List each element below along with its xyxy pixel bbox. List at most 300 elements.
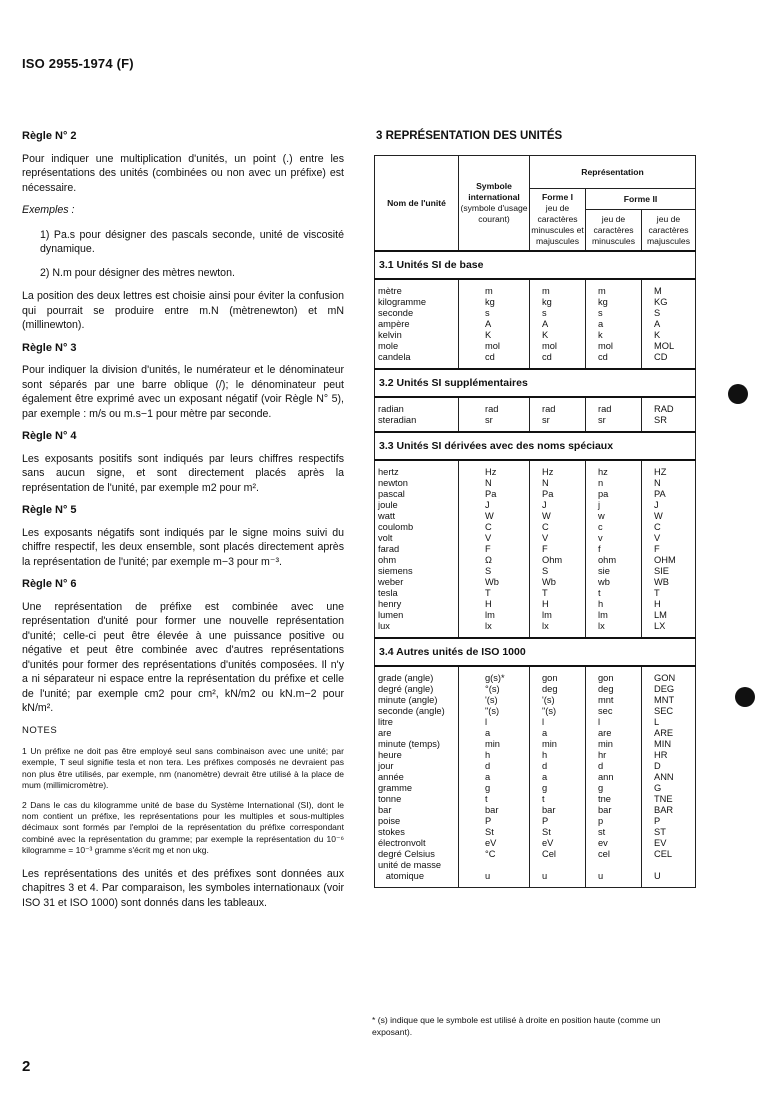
table-row [375, 588, 696, 599]
form-2-lower: f [586, 544, 642, 555]
examples-label: Exemples : [22, 204, 75, 216]
units-table [374, 155, 696, 888]
form-1: u [530, 871, 586, 888]
international-symbol: °(s) [459, 684, 530, 695]
form-2-upper: GON [642, 666, 696, 684]
table-row [375, 341, 696, 352]
table-row [375, 717, 696, 728]
form-2-upper: ST [642, 827, 696, 838]
unit-name: farad [375, 544, 459, 555]
international-symbol: min [459, 739, 530, 750]
form-1: J [530, 500, 586, 511]
rule-6-text: Une représentation de préfixe est combinée avec une représentation d'unité pour former une nouvelle représentation d'unité; celle-ci peut être élevée à une puissance positive ou négative et peut être combinée avec d'autres représentations d'unités pour former des représentations d'unités composées. Il n'y a ni séparateur ni espace entre la représentation du préfixe et celle de l'unité; par exemple cm2 pour cm², kN/m2 ou kN.m−2 pour kN/m². [22, 600, 344, 714]
form-2-lower: hr [586, 750, 642, 761]
form-1: sr [530, 415, 586, 432]
international-symbol: cd [459, 352, 530, 369]
unit-name: unité de masse [375, 860, 459, 871]
form-2-lower: mol [586, 341, 642, 352]
form-1: t [530, 794, 586, 805]
international-symbol: A [459, 319, 530, 330]
form-2-lower: s [586, 308, 642, 319]
form-1: T [530, 588, 586, 599]
international-symbol: lm [459, 610, 530, 621]
form-2-lower: j [586, 500, 642, 511]
international-symbol: Pa [459, 489, 530, 500]
form-1: cd [530, 352, 586, 369]
unit-name: minute (temps) [375, 739, 459, 750]
form-2-upper: LM [642, 610, 696, 621]
international-symbol: P [459, 816, 530, 827]
form-1: kg [530, 297, 586, 308]
document-header: ISO 2955-1974 (F) [22, 56, 134, 71]
form-1: bar [530, 805, 586, 816]
form-2-upper: SIE [642, 566, 696, 577]
unit-name: électronvolt [375, 838, 459, 849]
unit-name: kilogramme [375, 297, 459, 308]
table-row [375, 750, 696, 761]
international-symbol: m [459, 279, 530, 297]
form-2-lower: are [586, 728, 642, 739]
form-1: deg [530, 684, 586, 695]
form-2-lower: v [586, 533, 642, 544]
table-row [375, 816, 696, 827]
table-row [375, 511, 696, 522]
form-2-lower: ohm [586, 555, 642, 566]
table-row [375, 827, 696, 838]
form-2-upper: PA [642, 489, 696, 500]
unit-name: degré Celsius [375, 849, 459, 860]
international-symbol: J [459, 500, 530, 511]
table-row [375, 684, 696, 695]
unit-name: are [375, 728, 459, 739]
international-symbol: l [459, 717, 530, 728]
punch-hole [735, 687, 755, 707]
rule-6-title: Règle N° 6 [22, 578, 77, 590]
punch-hole [728, 384, 748, 404]
form-2-lower [586, 860, 642, 871]
international-symbol: bar [459, 805, 530, 816]
form-1: F [530, 544, 586, 555]
form-1: l [530, 717, 586, 728]
form-2-upper: LX [642, 621, 696, 638]
unit-name: année [375, 772, 459, 783]
table-row [375, 783, 696, 794]
table-row [375, 566, 696, 577]
form-1: g [530, 783, 586, 794]
section-title: 3.4 Autres unités de ISO 1000 [375, 638, 696, 666]
form-2-upper: U [642, 871, 696, 888]
unit-name: coulomb [375, 522, 459, 533]
form-2-upper: MOL [642, 341, 696, 352]
international-symbol [459, 860, 530, 871]
form-1: S [530, 566, 586, 577]
form-1: a [530, 772, 586, 783]
example-1: 1) Pa.s pour désigner des pascals seconde, unité de viscosité dynamique. [40, 228, 344, 255]
unit-name: minute (angle) [375, 695, 459, 706]
form-1: lm [530, 610, 586, 621]
notes-title: NOTES [22, 724, 58, 736]
unit-name: candela [375, 352, 459, 369]
international-symbol: t [459, 794, 530, 805]
unit-name: gramme [375, 783, 459, 794]
form-2-upper: T [642, 588, 696, 599]
section-row [375, 432, 696, 460]
form-2-upper: ARE [642, 728, 696, 739]
unit-name: stokes [375, 827, 459, 838]
table-row [375, 330, 696, 341]
form-1: lx [530, 621, 586, 638]
table-row [375, 397, 696, 415]
unit-name: litre [375, 717, 459, 728]
form-2-lower: bar [586, 805, 642, 816]
international-symbol: lx [459, 621, 530, 638]
table-row [375, 838, 696, 849]
form-1: Wb [530, 577, 586, 588]
form-1: K [530, 330, 586, 341]
unit-name: kelvin [375, 330, 459, 341]
form-2-upper: G [642, 783, 696, 794]
form-1: min [530, 739, 586, 750]
form-2-lower: sec [586, 706, 642, 717]
international-symbol: St [459, 827, 530, 838]
international-symbol: d [459, 761, 530, 772]
form-2-lower: cel [586, 849, 642, 860]
form-2-lower: mnt [586, 695, 642, 706]
form-2-lower: p [586, 816, 642, 827]
international-symbol: W [459, 511, 530, 522]
form-2-upper: HR [642, 750, 696, 761]
table-row [375, 279, 696, 297]
unit-name: bar [375, 805, 459, 816]
unit-name: grade (angle) [375, 666, 459, 684]
form-2-lower: u [586, 871, 642, 888]
form-1: A [530, 319, 586, 330]
international-symbol: kg [459, 297, 530, 308]
form-2-lower: sr [586, 415, 642, 432]
international-symbol: °C [459, 849, 530, 860]
note-1: 1 Un préfixe ne doit pas être employé seul sans combinaison avec une unité; par exemple, T seul signifie tesla et non tera. Les préfixes composés ne devraient pas non plus être utilisés, par exemple, nm (nanomètre) devrait être utilisé à la place de mum (millimicromètre). [22, 746, 344, 791]
form-2-upper: K [642, 330, 696, 341]
international-symbol: K [459, 330, 530, 341]
rule-5-title: Règle N° 5 [22, 504, 77, 516]
form-2-lower: sie [586, 566, 642, 577]
unit-name: degré (angle) [375, 684, 459, 695]
rule-5-text: Les exposants négatifs sont indiqués par le signe moins suivi du chiffre respectif, les deux ensemble, sont placés directement après la représentation de l'unité; par exemple m−3 pour m⁻³. [22, 526, 344, 568]
form-2-upper: KG [642, 297, 696, 308]
form-2-lower: t [586, 588, 642, 599]
table-row [375, 577, 696, 588]
table-row [375, 599, 696, 610]
section-3-title: 3 REPRÉSENTATION DES UNITÉS [376, 130, 563, 142]
table-row [375, 297, 696, 308]
form-1: H [530, 599, 586, 610]
unit-name: hertz [375, 460, 459, 478]
header-symbol-main: Symbole international [468, 181, 520, 202]
header-form-2-upper: jeu de caractères majuscules [642, 210, 696, 252]
form-2-upper: N [642, 478, 696, 489]
table-row [375, 728, 696, 739]
form-2-upper: L [642, 717, 696, 728]
form-2-upper: CEL [642, 849, 696, 860]
form-2-upper: ANN [642, 772, 696, 783]
unit-name: radian [375, 397, 459, 415]
table-row [375, 849, 696, 860]
form-2-upper: WB [642, 577, 696, 588]
form-1: m [530, 279, 586, 297]
international-symbol: N [459, 478, 530, 489]
form-2-upper: SEC [642, 706, 696, 717]
form-1: rad [530, 397, 586, 415]
unit-name: volt [375, 533, 459, 544]
form-1: Pa [530, 489, 586, 500]
table-row [375, 610, 696, 621]
rule-2-after: La position des deux lettres est choisie ainsi pour éviter la confusion qui pourrait se produire entre m.N (mètrenewton) et mN (millinewton). [22, 290, 344, 331]
unit-name: heure [375, 750, 459, 761]
form-2-upper: SR [642, 415, 696, 432]
form-2-lower: gon [586, 666, 642, 684]
international-symbol: a [459, 728, 530, 739]
rule-4-title: Règle N° 4 [22, 430, 77, 442]
form-1: s [530, 308, 586, 319]
form-2-upper [642, 860, 696, 871]
form-1: a [530, 728, 586, 739]
table-row [375, 621, 696, 638]
form-2-upper: S [642, 308, 696, 319]
form-2-lower: c [586, 522, 642, 533]
international-symbol: u [459, 871, 530, 888]
section-title: 3.3 Unités SI dérivées avec des noms spéciaux [375, 432, 696, 460]
form-2-lower: lx [586, 621, 642, 638]
form-2-upper: HZ [642, 460, 696, 478]
form-2-lower: min [586, 739, 642, 750]
header-form-1-sub: jeu de caractères minuscules et majuscules [531, 203, 584, 246]
rule-4-text: Les exposants positifs sont indiqués par leurs chiffres respectifs sans aucun signe, et sont directement placés après la représentation de l'unité, par exemple m2 pour m². [22, 452, 344, 494]
table-row [375, 308, 696, 319]
form-1: V [530, 533, 586, 544]
international-symbol: sr [459, 415, 530, 432]
unit-name: jour [375, 761, 459, 772]
international-symbol: H [459, 599, 530, 610]
unit-name: weber [375, 577, 459, 588]
form-2-upper: CD [642, 352, 696, 369]
header-symbol-sub: (symbole d'usage courant) [460, 203, 528, 224]
international-symbol: h [459, 750, 530, 761]
international-symbol: T [459, 588, 530, 599]
form-1: N [530, 478, 586, 489]
form-2-lower: ann [586, 772, 642, 783]
form-2-lower: kg [586, 297, 642, 308]
form-2-upper: RAD [642, 397, 696, 415]
section-row [375, 251, 696, 279]
international-symbol: g [459, 783, 530, 794]
section-row [375, 369, 696, 397]
international-symbol: F [459, 544, 530, 555]
table-row [375, 489, 696, 500]
table-row [375, 460, 696, 478]
table-row [375, 695, 696, 706]
international-symbol: C [459, 522, 530, 533]
form-2-lower: rad [586, 397, 642, 415]
form-1: Ohm [530, 555, 586, 566]
form-2-upper: D [642, 761, 696, 772]
header-form-2: Forme II [586, 189, 696, 210]
form-2-lower: pa [586, 489, 642, 500]
form-2-upper: BAR [642, 805, 696, 816]
form-2-lower: ev [586, 838, 642, 849]
form-1: P [530, 816, 586, 827]
form-2-lower: cd [586, 352, 642, 369]
section-title: 3.2 Unités SI supplémentaires [375, 369, 696, 397]
form-1: "(s) [530, 706, 586, 717]
header-unit-name: Nom de l'unité [375, 156, 459, 252]
form-2-lower: a [586, 319, 642, 330]
table-row [375, 794, 696, 805]
form-1: eV [530, 838, 586, 849]
unit-name: ohm [375, 555, 459, 566]
international-symbol: Hz [459, 460, 530, 478]
unit-name: atomique [375, 871, 459, 888]
unit-name: joule [375, 500, 459, 511]
table-row [375, 871, 696, 888]
international-symbol: g(s)* [459, 666, 530, 684]
form-2-lower: wb [586, 577, 642, 588]
form-2-upper: MNT [642, 695, 696, 706]
table-row [375, 772, 696, 783]
form-2-upper: A [642, 319, 696, 330]
form-1: St [530, 827, 586, 838]
form-1: C [530, 522, 586, 533]
table-row [375, 533, 696, 544]
unit-name: steradian [375, 415, 459, 432]
international-symbol: "(s) [459, 706, 530, 717]
form-1: mol [530, 341, 586, 352]
table-row [375, 761, 696, 772]
closing-paragraph: Les représentations des unités et des préfixes sont données aux chapitres 3 et 4. Par comparaison, les symboles internationaux (voir ISO 31 et ISO 1000) sont donnés dans les tableaux. [22, 867, 344, 909]
form-2-upper: P [642, 816, 696, 827]
unit-name: mètre [375, 279, 459, 297]
unit-name: mole [375, 341, 459, 352]
section-row [375, 638, 696, 666]
form-1 [530, 860, 586, 871]
form-2-lower: h [586, 599, 642, 610]
form-2-lower: deg [586, 684, 642, 695]
international-symbol: rad [459, 397, 530, 415]
unit-name: lumen [375, 610, 459, 621]
table-row [375, 500, 696, 511]
unit-name: newton [375, 478, 459, 489]
rule-2-title: Règle N° 2 [22, 130, 77, 142]
international-symbol: eV [459, 838, 530, 849]
form-2-lower: st [586, 827, 642, 838]
unit-name: ampère [375, 319, 459, 330]
section-title: 3.1 Unités SI de base [375, 251, 696, 279]
header-form-1 [530, 189, 586, 252]
form-2-upper: W [642, 511, 696, 522]
table-row [375, 522, 696, 533]
unit-name: poise [375, 816, 459, 827]
form-2-upper: EV [642, 838, 696, 849]
form-2-upper: OHM [642, 555, 696, 566]
table-row [375, 739, 696, 750]
page-number: 2 [22, 1058, 31, 1075]
form-2-lower: tne [586, 794, 642, 805]
form-2-lower: n [586, 478, 642, 489]
form-1: h [530, 750, 586, 761]
form-2-upper: DEG [642, 684, 696, 695]
table-row [375, 706, 696, 717]
international-symbol: a [459, 772, 530, 783]
form-1: gon [530, 666, 586, 684]
unit-name: watt [375, 511, 459, 522]
header-form-1-title: Forme I [541, 192, 574, 202]
international-symbol: mol [459, 341, 530, 352]
international-symbol: Ω [459, 555, 530, 566]
form-1: Cel [530, 849, 586, 860]
form-2-upper: F [642, 544, 696, 555]
table-row [375, 478, 696, 489]
form-2-upper: M [642, 279, 696, 297]
form-2-lower: w [586, 511, 642, 522]
form-2-lower: g [586, 783, 642, 794]
form-1: W [530, 511, 586, 522]
form-2-lower: hz [586, 460, 642, 478]
rule-3-title: Règle N° 3 [22, 341, 77, 354]
note-2: 2 Dans le cas du kilogramme unité de base du Système International (SI), dont le nom contient un préfixe, les représentations pour les multiples et sous-multiples décimaux sont formés par l'emploi de la représentation du préfixe correspondant combiné avec la représentation du gramme; par exemple la représentation du 10⁻⁶ kilogramme = 10⁻³ gramme s'écrit mg et non ukg. [22, 799, 344, 856]
left-column [22, 127, 344, 918]
table-row [375, 666, 696, 684]
form-2-upper: V [642, 533, 696, 544]
unit-name: seconde (angle) [375, 706, 459, 717]
form-2-upper: TNE [642, 794, 696, 805]
rule-2-text: Pour indiquer une multiplication d'unités, un point (.) entre les représentations des unités (combinées ou non avec un préfixe) est nécessaire. [22, 152, 344, 194]
rule-3-text: Pour indiquer la division d'unités, le numérateur et le dénominateur sont séparés par une barre oblique (/); le dénominateur peut également être exprimé avec un exposant négatif (voir Règle N° 5), par exemple : m/s ou m.s−1 pour mètre par seconde. [22, 364, 344, 420]
form-2-lower: l [586, 717, 642, 728]
table-row [375, 860, 696, 871]
table-footnote: * (s) indique que le symbole est utilisé à droite en position haute (comme un exposant). [372, 1015, 661, 1037]
form-1: d [530, 761, 586, 772]
unit-name: pascal [375, 489, 459, 500]
form-2-lower: lm [586, 610, 642, 621]
form-1: '(s) [530, 695, 586, 706]
international-symbol: V [459, 533, 530, 544]
table-row [375, 555, 696, 566]
unit-name: henry [375, 599, 459, 610]
form-2-lower: k [586, 330, 642, 341]
unit-name: tesla [375, 588, 459, 599]
form-2-upper: MIN [642, 739, 696, 750]
international-symbol: '(s) [459, 695, 530, 706]
header-form-2-lower: jeu de caractères minuscules [586, 210, 642, 252]
header-international-symbol [459, 156, 530, 252]
example-2: 2) N.m pour désigner des mètres newton. [40, 266, 235, 279]
unit-name: lux [375, 621, 459, 638]
header-representation: Représentation [530, 156, 696, 189]
table-row [375, 352, 696, 369]
international-symbol: Wb [459, 577, 530, 588]
form-2-upper: C [642, 522, 696, 533]
table-row [375, 805, 696, 816]
form-2-lower: m [586, 279, 642, 297]
form-1: Hz [530, 460, 586, 478]
unit-name: tonne [375, 794, 459, 805]
form-2-upper: H [642, 599, 696, 610]
form-2-upper: J [642, 500, 696, 511]
form-2-lower: d [586, 761, 642, 772]
international-symbol: s [459, 308, 530, 319]
table-row [375, 319, 696, 330]
table-row [375, 544, 696, 555]
unit-name: siemens [375, 566, 459, 577]
